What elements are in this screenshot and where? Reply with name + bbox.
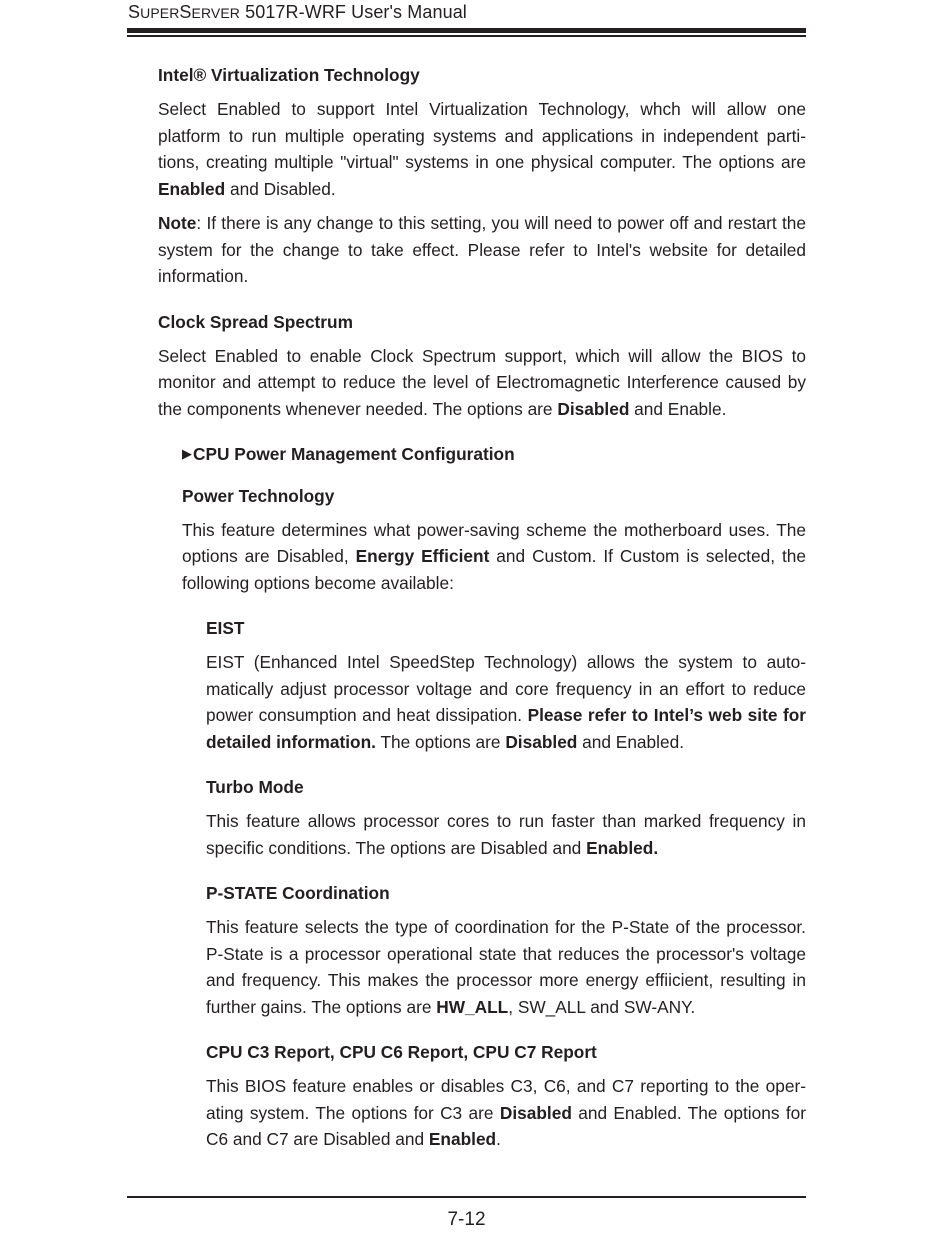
heading-turbo-mode: Turbo Mode bbox=[206, 777, 304, 797]
bold-run: Disabled bbox=[499, 1102, 572, 1123]
para-cstate-report bbox=[206, 1073, 806, 1153]
text-run: This BIOS feature enables or disables C3, C6, and C7 reporting to the oper-ating system. The options for C3 are bbox=[206, 1076, 806, 1123]
text-run: Select Enabled to enable Clock Spectrum support, which will allow the BIOS to monitor and attempt to reduce the level of Electromagnetic Interference caused by the components whenever needed. The options are bbox=[158, 345, 806, 419]
header-cap-1: S bbox=[128, 2, 141, 22]
note-label: Note bbox=[158, 213, 197, 233]
text-run: Select Enabled to support Intel Virtualization Technology, whch will allow one platform to run multiple operating systems and applications in independent parti-tions, creating multiple "virtual" systems in one physical computer. The options are bbox=[158, 99, 806, 172]
bold-run: Disabled bbox=[505, 731, 578, 752]
bold-run: HW_ALL bbox=[436, 996, 509, 1017]
header-rest: 5017R-WRF User's Manual bbox=[240, 2, 467, 22]
bold-run: Please refer to Intel’s web site for detailed information. bbox=[206, 705, 806, 752]
text-run: and Enabled. The options for C6 and C7 are Disabled and bbox=[206, 1102, 807, 1149]
header-smallcaps-2: ERVER bbox=[191, 5, 240, 21]
running-header bbox=[128, 2, 467, 23]
heading-cpu-power-management: CPU Power Management Configuration bbox=[193, 444, 515, 464]
text-run: and Enabled. bbox=[577, 731, 685, 752]
header-smallcaps-1: UPER bbox=[140, 5, 180, 21]
para-clock-spread bbox=[158, 343, 806, 423]
section-cstate-report bbox=[206, 1039, 806, 1153]
para-turbo-mode bbox=[206, 808, 806, 861]
text-run: and Enable. bbox=[629, 398, 727, 419]
bold-run: Enabled. bbox=[586, 837, 659, 858]
text-run: EIST (Enhanced Intel SpeedStep Technology) allows the system to auto-matically adjust processor voltage and core frequency in an effort to reduce power consumption and heat dissipation. bbox=[206, 652, 806, 725]
triangle-right-icon: ▶ bbox=[182, 446, 192, 461]
section-virtualization bbox=[158, 62, 806, 290]
text-run: The options are bbox=[375, 731, 506, 752]
section-eist bbox=[206, 615, 806, 755]
footer-rule bbox=[127, 1196, 806, 1198]
text-run: This feature selects the type of coordination for the P-State of the processor. P-State is a processor operational state that reduces the processor's voltage and frequency. This makes the processor more energy effiicient, resulting in further gains. The options are bbox=[206, 917, 806, 1017]
text-run: and Disabled. bbox=[225, 178, 336, 199]
section-power-technology bbox=[182, 483, 806, 597]
header-rule-thin bbox=[127, 35, 806, 37]
para-note bbox=[158, 210, 806, 290]
section-turbo-mode bbox=[206, 774, 806, 861]
bold-run: Enabled bbox=[158, 178, 226, 199]
submenu-cpu-power bbox=[182, 441, 806, 470]
text-run: and Custom. If Custom is selected, the following options become available: bbox=[182, 546, 806, 593]
heading-pstate: P-STATE Coordination bbox=[206, 883, 390, 903]
heading-power-technology: Power Technology bbox=[182, 485, 335, 506]
bold-run: Enabled bbox=[428, 1129, 497, 1149]
para-virtualization bbox=[158, 96, 806, 202]
section-pstate bbox=[206, 880, 806, 1020]
heading-virtualization: Intel® Virtualization Technology bbox=[158, 65, 420, 85]
bold-run: Energy Efficient bbox=[355, 546, 490, 566]
section-clock-spread bbox=[158, 309, 806, 423]
header-cap-2: S bbox=[179, 2, 192, 22]
para-pstate bbox=[206, 914, 806, 1020]
text-run: This feature determines what power-saving scheme the motherboard uses. The options are Disabled, bbox=[182, 519, 806, 566]
page-content bbox=[158, 62, 806, 1172]
page-number: 7-12 bbox=[447, 1209, 486, 1230]
text-run: . bbox=[496, 1129, 501, 1149]
para-power-technology bbox=[182, 517, 806, 597]
heading-eist: EIST bbox=[206, 618, 245, 638]
text-run: : If there is any change to this setting, you will need to power off and restart the system for the change to take effect. Please refer to Intel's website for detailed information. bbox=[158, 213, 806, 286]
para-eist bbox=[206, 649, 806, 755]
text-run: This feature allows processor cores to run faster than marked frequency in specific conditions. The options are Disabled and bbox=[206, 811, 806, 858]
header-rule-thick bbox=[127, 28, 806, 33]
heading-cstate-report: CPU C3 Report, CPU C6 Report, CPU C7 Report bbox=[206, 1042, 597, 1062]
bold-run: Disabled bbox=[557, 398, 630, 419]
text-run: , SW_ALL and SW-ANY. bbox=[508, 996, 696, 1017]
heading-clock-spread: Clock Spread Spectrum bbox=[158, 311, 353, 332]
